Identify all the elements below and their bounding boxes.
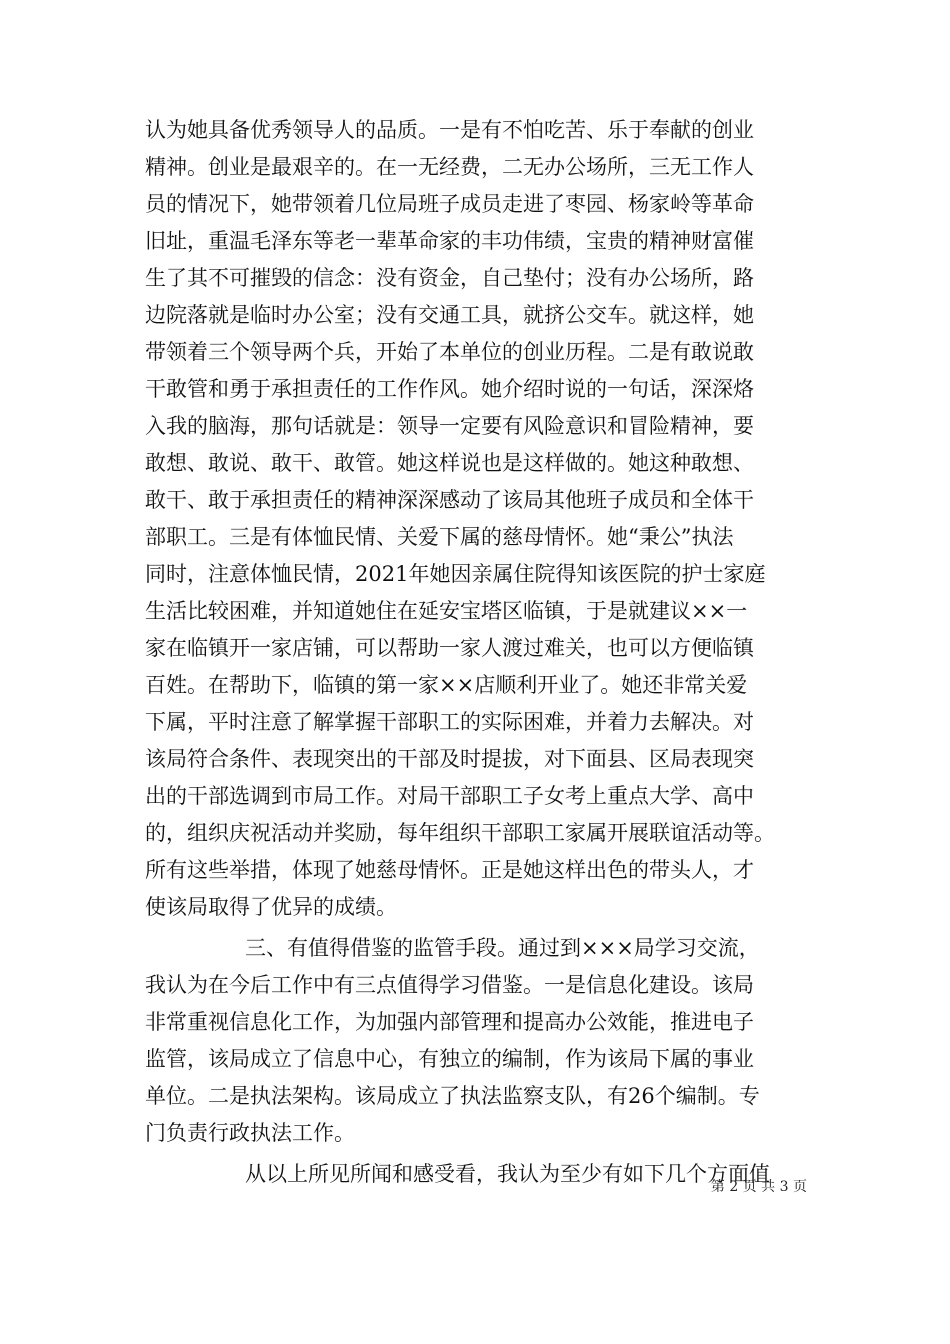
text-line: 使该局取得了优异的成绩。	[145, 895, 397, 919]
text-line: 旧址，重温毛泽东等老一辈革命家的丰功伟绩，宝贵的精神财富催	[145, 229, 754, 253]
text-line: 精神。创业是最艰辛的。在一无经费，二无办公场所，三无工作人	[145, 155, 754, 179]
paragraph-2	[145, 930, 825, 1152]
text-line: 下属，平时注意了解掌握干部职工的实际困难，并着力去解决。对	[145, 710, 754, 734]
text-line: 单位。二是执法架构。该局成立了执法监察支队，有26个编制。专	[145, 1084, 760, 1108]
text-line: 门负责行政执法工作。	[145, 1121, 355, 1145]
text-line: 出的干部选调到市局工作。对局干部职工子女考上重点大学、高中	[145, 784, 754, 808]
text-line: 员的情况下，她带领着几位局班子成员走进了枣园、杨家岭等革命	[145, 192, 754, 216]
text-line: 敢想、敢说、敢干、敢管。她这样说也是这样做的。她这种敢想、	[145, 451, 754, 475]
text-line: 我认为在今后工作中有三点值得学习借鉴。一是信息化建设。该局	[145, 973, 754, 997]
text-line: 生了其不可摧毁的信念：没有资金，自己垫付；没有办公场所，路	[145, 266, 754, 290]
text-line: 的，组织庆祝活动并奖励，每年组织干部职工家属开展联谊活动等。	[145, 821, 775, 845]
text-line: 生活比较困难，并知道她住在延安宝塔区临镇，于是就建议××一	[145, 599, 748, 623]
text-line: 家在临镇开一家店铺，可以帮助一家人渡过难关，也可以方便临镇	[145, 636, 754, 660]
text-line: 该局符合条件、表现突出的干部及时提拔，对下面县、区局表现突	[145, 747, 754, 771]
text-line: 所有这些举措，体现了她慈母情怀。正是她这样出色的带头人，才	[145, 858, 754, 882]
text-line: 监管，该局成立了信息中心，有独立的编制，作为该局下属的事业	[145, 1047, 754, 1071]
text-line: 边院落就是临时办公室；没有交通工具，就挤公交车。就这样，她	[145, 303, 754, 327]
text-line: 带领着三个领导两个兵，开始了本单位的创业历程。二是有敢说敢	[145, 340, 754, 364]
text-line: 部职工。三是有体恤民情、关爱下属的慈母情怀。她“秉公”执法	[145, 525, 734, 549]
text-line: 干敢管和勇于承担责任的工作作风。她介绍时说的一句话，深深烙	[145, 377, 754, 401]
text-line: 从以上所见所闻和感受看，我认为至少有如下几个方面值	[245, 1162, 770, 1186]
text-line: 百姓。在帮助下，临镇的第一家××店顺利开业了。她还非常关爱	[145, 673, 748, 697]
text-line: 非常重视信息化工作，为加强内部管理和提高办公效能，推进电子	[145, 1010, 754, 1034]
text-line: 三、有值得借鉴的监管手段。通过到×××局学习交流，	[245, 936, 760, 960]
text-line: 敢干、敢于承担责任的精神深深感动了该局其他班子成员和全体干	[145, 488, 754, 512]
paragraph-1	[145, 112, 825, 926]
page-number: 第 2 页 共 3 页	[710, 1179, 807, 1195]
text-line: 入我的脑海，那句话就是：领导一定要有风险意识和冒险精神，要	[145, 414, 754, 438]
document-body	[145, 112, 825, 1193]
text-line: 认为她具备优秀领导人的品质。一是有不怕吃苦、乐于奉献的创业	[145, 118, 754, 142]
text-line: 同时，注意体恤民情，2021年她因亲属住院得知该医院的护士家庭	[145, 562, 766, 586]
